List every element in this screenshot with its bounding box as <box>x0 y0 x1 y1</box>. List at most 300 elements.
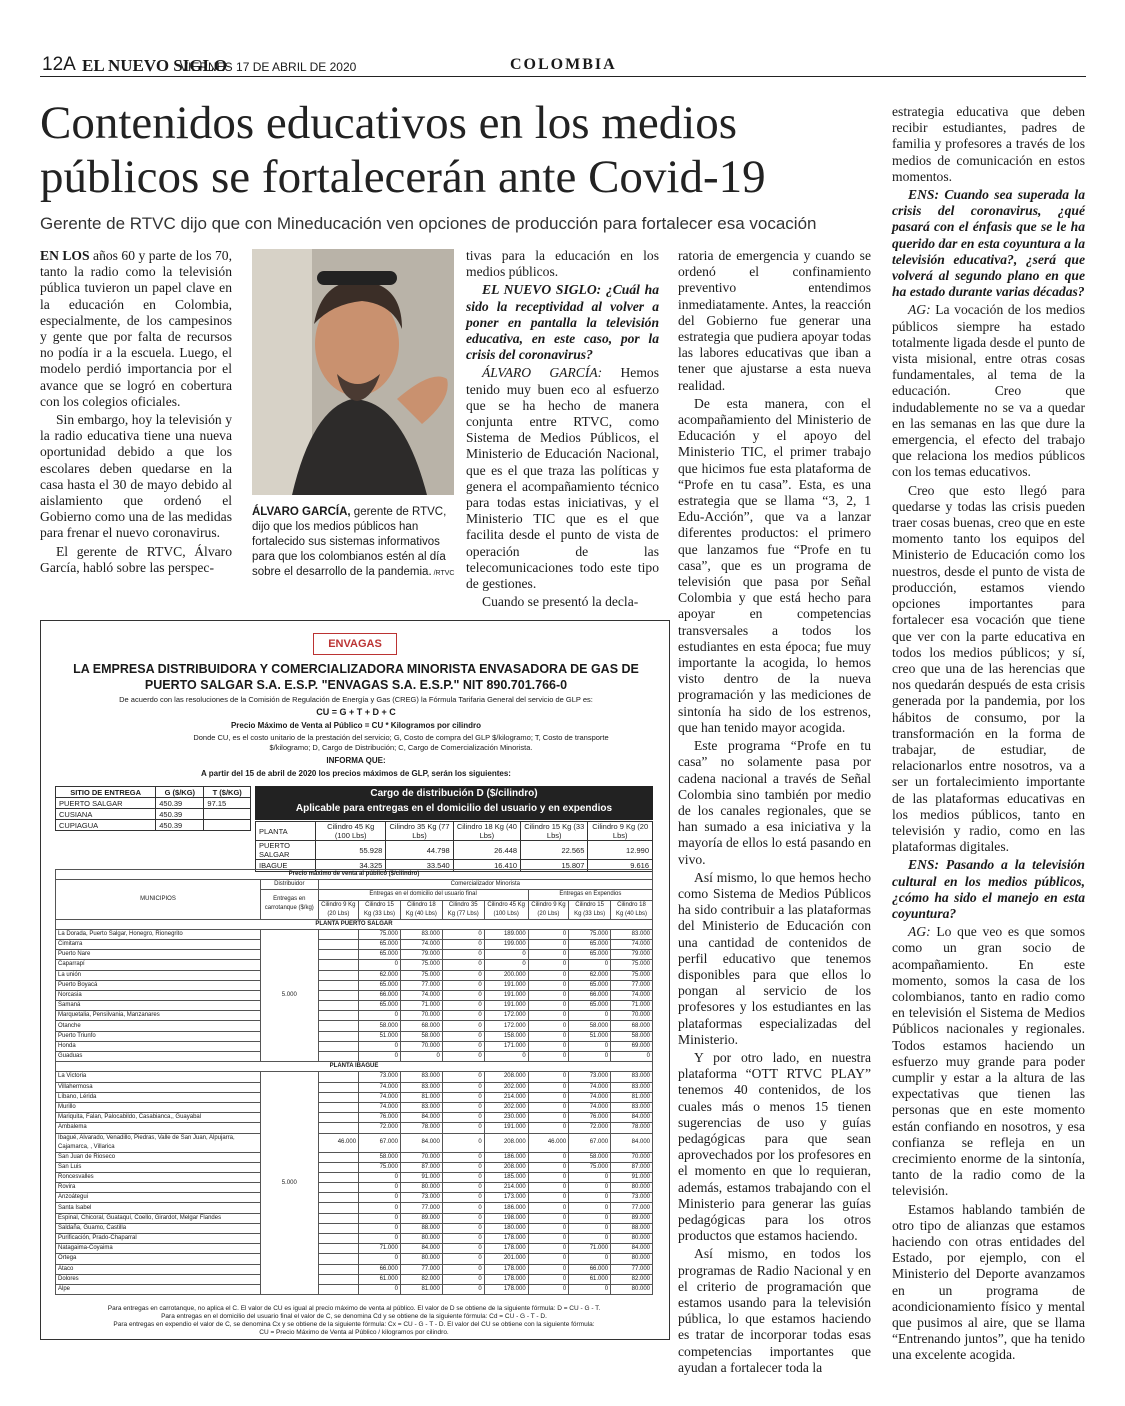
price-cell: 84.000 <box>400 1133 442 1152</box>
price-cell: 91.000 <box>611 1172 653 1182</box>
paragraph: Sin embargo, hoy la televisión y la radio educativa tiene una nueva oportunidad debido a que los escolares deben quedarse en la casa hasta el 30 de mayo debido al aislamiento que ordenó el Gobierno como una de las medidas para frenar el nuevo coronavirus. <box>40 412 232 541</box>
table-row <box>56 1183 653 1193</box>
price-cell <box>318 1021 359 1031</box>
price-cell: 0 <box>528 1264 569 1274</box>
price-cell: 0 <box>359 1011 401 1021</box>
price-cell <box>318 1072 359 1082</box>
price-cell: 88.000 <box>611 1223 653 1233</box>
price-cell: 191.000 <box>484 1001 528 1011</box>
portrait-photo <box>252 249 454 495</box>
paragraph: ratoria de emergencia y cuando se ordenó el confinamiento preventivo entendimos inmediatamente. Antes, la reacción del Gobierno fue generar una estrategia que pudiera apoyar todas las labores educativas que iban a tener que ajustarse a esta nueva realidad. <box>678 248 871 393</box>
price-cell: 0 <box>528 950 569 960</box>
price-cell: 75.000 <box>569 1162 611 1172</box>
table-row <box>56 1162 653 1172</box>
price-cell: 0 <box>569 1052 611 1062</box>
price-cell: 0 <box>528 1041 569 1051</box>
price-cell: 62.000 <box>569 970 611 980</box>
price-cell: 77.000 <box>611 1203 653 1213</box>
price-cell: 77.000 <box>400 980 442 990</box>
price-cell: 0 <box>569 1193 611 1203</box>
price-cell: 83.000 <box>611 929 653 939</box>
municipio-cell: Ataco <box>56 1264 261 1274</box>
price-cell: 75.000 <box>359 1162 401 1172</box>
price-cell: 0 <box>569 1183 611 1193</box>
price-cell: 83.000 <box>400 1082 442 1092</box>
paragraph: tivas para la educación en los medios públicos. <box>466 248 659 280</box>
price-cell <box>318 1011 359 1021</box>
price-cell: 172.000 <box>484 1011 528 1021</box>
price-cell: 83.000 <box>611 1082 653 1092</box>
carrotanque-cell: 5.000 <box>261 1072 319 1295</box>
table-row <box>56 950 653 960</box>
price-cell: 74.000 <box>611 990 653 1000</box>
ad-a-partir: A partir del 15 de abril de 2020 los precios máximos de GLP, serán los siguientes: <box>201 769 511 778</box>
price-cell: 0 <box>442 1284 484 1294</box>
price-cell: 84.000 <box>400 1113 442 1123</box>
table-row <box>56 1193 653 1203</box>
price-cell <box>318 1234 359 1244</box>
price-cell: 65.000 <box>359 980 401 990</box>
price-cell: 74.000 <box>400 939 442 949</box>
price-cell: 201.000 <box>484 1254 528 1264</box>
interview-question: ENS: Cuando sea superada la crisis del coronavirus, ¿qué pasará con el énfasis que se le ha querido dar en esta coyuntura a la televisión educativa?, ¿será que volverá al segundo plano en que ha estado durante varias décadas? <box>892 187 1085 300</box>
price-cell: 77.000 <box>400 1264 442 1274</box>
table-row <box>56 1203 653 1213</box>
price-cell <box>318 1152 359 1162</box>
price-cell: 0 <box>442 1264 484 1274</box>
table-row <box>56 960 653 970</box>
price-cell: 0 <box>442 1244 484 1254</box>
municipio-cell: Rovira <box>56 1183 261 1193</box>
price-cell: 80.000 <box>400 1234 442 1244</box>
price-cell <box>318 1203 359 1213</box>
price-cell: 0 <box>442 1254 484 1264</box>
price-cell: 230.000 <box>484 1113 528 1123</box>
price-cell <box>318 1193 359 1203</box>
photo-caption: ÁLVARO GARCÍA, gerente de RTVC, dijo que los medios públicos han fortalecido sus sistemas informativos para que los colombianos estén al día sobre el desarrollo de la pandemia. /RTVC <box>252 506 455 578</box>
price-cell: 0 <box>528 990 569 1000</box>
price-cell: 173.000 <box>484 1193 528 1203</box>
price-cell <box>318 1031 359 1041</box>
price-cell: 0 <box>569 1172 611 1182</box>
price-cell: 58.000 <box>400 1031 442 1041</box>
footnote-line: Para entregas en carrotanque, no aplica el C. El valor de CU es igual al precio máximo de venta al público. El valor de D se obtiene de la siguiente fórmula: D = CU - G - T. <box>107 1305 601 1312</box>
price-cell: 68.000 <box>400 1021 442 1031</box>
price-cell: 0 <box>528 1162 569 1172</box>
newspaper-name: EL NUEVO SIGLO <box>82 56 228 75</box>
price-cell: 81.000 <box>400 1284 442 1294</box>
table-row <box>56 1244 653 1254</box>
price-col-header: Cilindro 18 Kg (40 Lbs) <box>400 900 442 919</box>
table-row <box>56 1082 653 1092</box>
price-cell: 0 <box>528 1213 569 1223</box>
price-cell: 66.000 <box>359 990 401 1000</box>
price-cell <box>318 1284 359 1294</box>
price-cell: 66.000 <box>569 1264 611 1274</box>
price-cell: 81.000 <box>611 1092 653 1102</box>
price-cell: 0 <box>528 1274 569 1284</box>
table-row <box>56 1234 653 1244</box>
municipio-cell: Saldaña, Guamo, Castilla <box>56 1223 261 1233</box>
municipio-cell: Ibagué, Alvarado, Venadillo, Piedras, Valle de San Juan, Alpujarra, Cajamarca, , Villarica <box>56 1133 261 1152</box>
price-cell: 0 <box>442 1203 484 1213</box>
price-cell <box>318 1254 359 1264</box>
price-cell: 71.000 <box>400 1001 442 1011</box>
price-cell: 65.000 <box>359 1001 401 1011</box>
carrotanque-cell: 5.000 <box>261 929 319 1061</box>
price-cell: 70.000 <box>400 1152 442 1162</box>
price-cell <box>318 970 359 980</box>
price-cell: 58.000 <box>611 1031 653 1041</box>
price-cell: 178.000 <box>484 1264 528 1274</box>
issue-date: VIERNES 17 DE ABRIL DE 2020 <box>180 60 357 74</box>
cargo-distribucion-table: PLANTA Cilindro 45 Kg (100 Lbs) Cilindro 35 Kg (77 Lbs) Cilindro 18 Kg (40 Lbs) Cilindro 15 Kg (33 Lbs) Cilindro 9 Kg (20 Lbs) PUERTO SALGAR 55.928 44.798 26.448 22.565 12.990 IBAGUE 34.325 33.540 16.410 15.807 9.616 <box>255 821 653 872</box>
price-cell: 0 <box>528 939 569 949</box>
price-cell: 208.000 <box>484 1072 528 1082</box>
price-cell: 214.000 <box>484 1092 528 1102</box>
price-cell: 0 <box>442 1113 484 1123</box>
municipio-cell: Villahermosa <box>56 1082 261 1092</box>
price-cell: 51.000 <box>569 1031 611 1041</box>
price-cell <box>318 1223 359 1233</box>
price-cell <box>318 1274 359 1284</box>
price-cell: 186.000 <box>484 1152 528 1162</box>
price-cell: 73.000 <box>400 1193 442 1203</box>
price-cell: 0 <box>528 929 569 939</box>
price-cell: 0 <box>442 1133 484 1152</box>
table-row <box>56 1284 653 1294</box>
price-cell: 158.000 <box>484 1031 528 1041</box>
price-cell: 78.000 <box>611 1123 653 1133</box>
paragraph: AG: Lo que veo es que somos como un gran socio de acompañamiento. En este momento, somos la casa de los colombianos, tanto en radio como en televisión el Sistema de Medios Públicos nacionales y regionales. Todos estamos haciendo un esfuerzo muy grande para poder cumplir y estar a la altura de las expectativas que tienen las personas que en este momento están confiando en nosotros, y esa confianza se refleja en un crecimiento enorme de la sintonía, tanto de la radio como de la televisión. <box>892 924 1085 1199</box>
article-column-1 <box>40 248 232 578</box>
price-cell: 75.000 <box>569 929 611 939</box>
price-cell: 67.000 <box>569 1133 611 1152</box>
ad-footnotes <box>55 1305 653 1337</box>
price-cell: 0 <box>528 1113 569 1123</box>
table-row <box>56 1133 653 1152</box>
table-row <box>56 1102 653 1112</box>
price-cell: 68.000 <box>611 1021 653 1031</box>
price-cell: 0 <box>442 929 484 939</box>
price-cell: 74.000 <box>569 1082 611 1092</box>
price-cell: 0 <box>528 1011 569 1021</box>
price-cell: 0 <box>442 1193 484 1203</box>
price-cell: 0 <box>442 1172 484 1182</box>
price-cell: 80.000 <box>400 1254 442 1264</box>
price-cell: 84.000 <box>400 1244 442 1254</box>
price-cell: 0 <box>569 1234 611 1244</box>
municipio-cell: Puerto Nare <box>56 950 261 960</box>
deck: Gerente de RTVC dijo que con Mineducación ven opciones de producción para fortalecer esa vocación <box>40 214 817 233</box>
paragraph: Y por otro lado, en nuestra plataforma “OTT RTVC PLAY” tenemos 40 contenidos, de los cuales más o menos 15 tienen sugerencias de uso y guías pedagógicas para que sean aprovechados por los profesores en el momento en que lo requieran, además, estamos trabajando con el Ministerio para generar las guías pedagógicas para los otros productos que estamos haciendo. <box>678 1049 871 1244</box>
price-cell: 0 <box>528 1223 569 1233</box>
price-cell: 70.000 <box>611 1011 653 1021</box>
price-cell: 74.000 <box>359 1092 401 1102</box>
municipio-cell: Puerto Triunfo <box>56 1031 261 1041</box>
municipio-cell: San Juan de Rioseco <box>56 1152 261 1162</box>
price-col-header: Cilindro 9 Kg (20 Lbs) <box>318 900 359 919</box>
table-row <box>56 939 653 949</box>
table-row <box>56 1123 653 1133</box>
price-cell: 189.000 <box>484 929 528 939</box>
table-row <box>56 1052 653 1062</box>
price-cell: 0 <box>359 960 401 970</box>
price-cell <box>318 1183 359 1193</box>
price-cell: 0 <box>359 1234 401 1244</box>
price-cell: 80.000 <box>400 1183 442 1193</box>
price-cell: 0 <box>442 1041 484 1051</box>
price-cell: 46.000 <box>318 1133 359 1152</box>
price-cell <box>318 1041 359 1051</box>
price-cell: 66.000 <box>569 990 611 1000</box>
price-cell: 198.000 <box>484 1213 528 1223</box>
price-cell: 0 <box>569 960 611 970</box>
municipio-cell: Samaná <box>56 1001 261 1011</box>
price-cell: 0 <box>528 1082 569 1092</box>
price-cell: 0 <box>569 1203 611 1213</box>
price-cell: 70.000 <box>611 1152 653 1162</box>
table-row <box>56 980 653 990</box>
paragraph: Así mismo, en todos los programas de Radio Nacional y en el criterio de programación que estamos usando para la televisión pública, lo que estamos haciendo es tratar de incorporar todas esas competencias importantes que ayudan a fortalecer toda la <box>678 1246 871 1375</box>
price-cell: 0 <box>359 1041 401 1051</box>
price-col-header: Cilindro 45 Kg (100 Lbs) <box>484 900 528 919</box>
table-row <box>56 1021 653 1031</box>
lead-in: EN LOS <box>40 248 90 263</box>
paragraph: De esta manera, con el acompañamiento del Ministerio de Educación y el apoyo del Ministerio TIC, el primer trabajo que hicimos fue esta plataforma de “Profe en tu casa”. Esta, es una estrategia que se llama “3, 2, 1 Edu-Acción”, que va a lanzar diferentes productos: el primero que lanzamos fue “Profe en tu casa”, que es un programa de televisión que pasa por Señal Colombia y que está hecho para apoyar en competencias transversales a todos los estudiantes en esta época; fue muy importante la acogida, lo hemos visto dentro de la nueva programación y las mediciones de sintonía ha sido de los estrenos, que han tenido mayor acogida. <box>678 395 871 735</box>
price-cell: 89.000 <box>611 1213 653 1223</box>
article-column-4 <box>678 248 871 1378</box>
price-cell: 70.000 <box>400 1011 442 1021</box>
price-cell: 0 <box>569 1213 611 1223</box>
price-col-header: Cilindro 18 Kg (40 Lbs) <box>611 900 653 919</box>
price-cell: 89.000 <box>400 1213 442 1223</box>
price-cell: 0 <box>359 1284 401 1294</box>
price-cell: 0 <box>442 1102 484 1112</box>
price-col-header: Cilindro 35 Kg (77 Lbs) <box>442 900 484 919</box>
municipio-cell: Caparrapí <box>56 960 261 970</box>
price-cell: 0 <box>528 1284 569 1294</box>
price-col-header: Cilindro 15 Kg (33 Lbs) <box>569 900 611 919</box>
price-cell: 66.000 <box>359 1264 401 1274</box>
price-cell: 46.000 <box>528 1133 569 1152</box>
price-cell: 76.000 <box>359 1113 401 1123</box>
price-cell: 0 <box>442 1031 484 1041</box>
paragraph: EN LOS años 60 y parte de los 70, tanto la radio como la televisión pública tuvieron un papel clave en la educación en Colombia, especialmente, de los campesinos y gente que por falta de recursos no podía ir a la escuela. Luego, el modelo perdió importancia por el avance que se logró en cobertura con los colegios oficiales. <box>40 248 233 409</box>
price-cell: 0 <box>442 1152 484 1162</box>
price-cell: 71.000 <box>611 1001 653 1011</box>
municipio-cell: La unión <box>56 970 261 980</box>
municipio-cell: Mariquita, Falan, Palocabildo, Casabianca,, Guayabal <box>56 1113 261 1123</box>
price-cell: 83.000 <box>400 1102 442 1112</box>
price-cell: 202.000 <box>484 1082 528 1092</box>
paragraph: Así mismo, lo que hemos hecho como Sistema de Medios Públicos ha sido contribuir a las plataformas del Ministerio de Educación con una cantidad de contenidos de perfil educativo que tenemos disponibles para que ellos lo pongan al servicio de los profesores y los estudiantes en las plataformas especializadas del Ministerio. <box>678 869 871 1047</box>
price-cell: 208.000 <box>484 1162 528 1172</box>
table-row <box>56 1113 653 1123</box>
price-cell <box>318 1244 359 1254</box>
price-cell: 0 <box>528 1031 569 1041</box>
price-cell: 78.000 <box>400 1123 442 1133</box>
ad-donde: Donde CU, es el costo unitario de la prestación del servicio; G, Costo de compra del GLP $/kilogramo; T, Costo de transporte $/kilogramo; D, Cargo de Distribución; C, Cargo de Comercialización Minorista. <box>193 733 609 752</box>
price-cell <box>318 1123 359 1133</box>
ad-precio-max: Precio Máximo de Venta al Público = CU * Kilogramos por cilindro <box>230 721 482 730</box>
paragraph: Creo que esto llegó para quedarse y todas las crisis pueden traer cosas buenas, creo que en este momento tanto los equipos del Ministerio de Educación como los nuestros, desde el punto de vista de producción, estamos viendo opciones importantes para fortalecer esa vocación que tiene que ver con la parte educativa en todos los medios públicos; y sí, creo que una de las herencias que nos quedarán después de esta crisis generada por la pandemia, por los hábitos de consumo, por la transformación en la forma de trabajar, de estudiar, de relacionarlos entre nosotros, va a ser un fortalecimiento importante de las plataformas educativas en los medios públicos, tanto en televisión y radio, como en las plataformas digitales. <box>892 482 1085 855</box>
price-cell <box>318 1172 359 1182</box>
price-cell <box>318 1162 359 1172</box>
price-cell: 74.000 <box>569 1102 611 1112</box>
price-cell: 0 <box>442 1274 484 1284</box>
price-cell: 70.000 <box>400 1041 442 1051</box>
price-cell: 0 <box>442 1183 484 1193</box>
price-cell: 0 <box>528 1021 569 1031</box>
price-cell: 0 <box>528 1001 569 1011</box>
price-cell: 191.000 <box>484 1123 528 1133</box>
price-cell: 0 <box>359 1052 401 1062</box>
page-number: 12A <box>42 54 76 75</box>
price-cell: 76.000 <box>569 1113 611 1123</box>
price-cell: 65.000 <box>569 950 611 960</box>
municipio-cell: Espinal, Chicoral, Guataquí, Coello, Girardot, Melgar Flandes <box>56 1213 261 1223</box>
price-cell: 0 <box>528 1183 569 1193</box>
price-cell: 77.000 <box>611 1264 653 1274</box>
price-cell: 73.000 <box>359 1072 401 1082</box>
price-cell: 0 <box>528 1234 569 1244</box>
footnote-line: Para entregas en expendio el valor de C, se denomina Cx y se obtiene de la siguiente fórmula: Cx = CU - G - T - D. El valor del CU se obtiene con la siguiente fórmula: <box>113 1321 595 1328</box>
price-cell <box>318 1082 359 1092</box>
price-cell: 0 <box>528 1052 569 1062</box>
price-cell: 58.000 <box>569 1021 611 1031</box>
price-cell: 75.000 <box>400 970 442 980</box>
paragraph: Este programa “Profe en tu casa” no solamente pasa por cadena nacional a través de Señal Colombia sino también por medio de los canales regionales, que se han sumado a esa iniciativa y la mayoría de ellos lo está pasando en vivo. <box>678 738 871 867</box>
table-row <box>56 1152 653 1162</box>
price-cell: 200.000 <box>484 970 528 980</box>
price-cell: 65.000 <box>569 1001 611 1011</box>
price-cell: 0 <box>528 1193 569 1203</box>
interview-question: EL NUEVO SIGLO: ¿Cuál ha sido la receptividad al volver a poner en pantalla la televisión educativa, en este caso, por la crisis del coronavirus? <box>466 282 659 363</box>
price-cell: 0 <box>528 960 569 970</box>
price-cell <box>318 1213 359 1223</box>
price-cell: 88.000 <box>400 1223 442 1233</box>
price-cell: 0 <box>442 970 484 980</box>
price-col-header: Cilindro 9 Kg (20 Lbs) <box>528 900 569 919</box>
paragraph: AG: La vocación de los medios públicos siempre ha estado totalmente ligada desde el punto de vista misional, entre otras cosas fundamentales, al tema de la educación. Creo que indudablemente no se va a quedar en las semanas en las que dure la emergencia, el efecto del trabajo que relaciona los medios públicos con los temas educativos. <box>892 302 1085 480</box>
price-cell: 178.000 <box>484 1244 528 1254</box>
price-cell: 0 <box>484 950 528 960</box>
price-cell: 0 <box>359 1254 401 1264</box>
price-cell: 0 <box>442 990 484 1000</box>
price-cell: 208.000 <box>484 1133 528 1152</box>
price-cell: 0 <box>484 960 528 970</box>
price-cell: 74.000 <box>569 1092 611 1102</box>
municipio-cell: Murillo <box>56 1102 261 1112</box>
price-cell: 0 <box>528 980 569 990</box>
price-cell: 0 <box>528 1123 569 1133</box>
price-cell: 0 <box>528 1203 569 1213</box>
price-cell: 65.000 <box>359 939 401 949</box>
sitio-entrega-table: SITIO DE ENTREGA G ($/KG) T ($/KG) PUERTO SALGAR 450.39 97.15 CUSIANA 450.39 CUPIAGUA 450.39 <box>55 786 251 831</box>
table-row <box>56 1092 653 1102</box>
price-cell: 79.000 <box>611 950 653 960</box>
price-cell: 0 <box>528 1102 569 1112</box>
price-cell: 0 <box>484 1052 528 1062</box>
municipio-cell: Honda <box>56 1041 261 1051</box>
price-cell: 87.000 <box>611 1162 653 1172</box>
price-cell: 74.000 <box>611 939 653 949</box>
price-cell: 61.000 <box>359 1274 401 1284</box>
price-cell: 214.000 <box>484 1183 528 1193</box>
price-cell: 178.000 <box>484 1284 528 1294</box>
price-cell: 0 <box>442 960 484 970</box>
price-cell: 83.000 <box>611 1102 653 1112</box>
municipio-cell: La Dorada, Puerto Salgar, Honegro, Rionegrito <box>56 929 261 939</box>
price-cell: 74.000 <box>400 990 442 1000</box>
municipio-cell: Roncesvalles <box>56 1172 261 1182</box>
price-cell: 0 <box>442 1123 484 1133</box>
price-cell: 0 <box>442 1011 484 1021</box>
price-cell: 0 <box>528 970 569 980</box>
price-cell: 81.000 <box>400 1092 442 1102</box>
price-cell: 186.000 <box>484 1203 528 1213</box>
price-cell <box>318 1102 359 1112</box>
municipio-cell: Anzoátegui <box>56 1193 261 1203</box>
price-cell: 180.000 <box>484 1223 528 1233</box>
price-cell: 202.000 <box>484 1102 528 1112</box>
price-cell: 185.000 <box>484 1172 528 1182</box>
paragraph: Cuando se presentó la decla- <box>482 594 639 610</box>
price-cell: 0 <box>569 1011 611 1021</box>
price-cell: 178.000 <box>484 1274 528 1284</box>
section-name: COLOMBIA <box>510 56 617 73</box>
price-cell: 58.000 <box>359 1021 401 1031</box>
price-cell: 0 <box>442 980 484 990</box>
table-row <box>56 1041 653 1051</box>
table-row <box>56 1213 653 1223</box>
price-cell: 51.000 <box>359 1031 401 1041</box>
price-cell: 0 <box>528 1244 569 1254</box>
table-row <box>56 1031 653 1041</box>
price-cell: 71.000 <box>569 1244 611 1254</box>
price-cell: 199.000 <box>484 939 528 949</box>
municipio-cell: Purificación, Prado-Chaparral <box>56 1234 261 1244</box>
article-column-3 <box>466 248 659 612</box>
price-cell: 80.000 <box>611 1254 653 1264</box>
price-cell: 0 <box>442 1213 484 1223</box>
price-cell: 0 <box>359 1203 401 1213</box>
planta-label: PLANTA PUERTO SALGAR <box>56 919 653 929</box>
price-cell: 191.000 <box>484 980 528 990</box>
price-cell: 58.000 <box>359 1152 401 1162</box>
ad-informa: INFORMA QUE: <box>326 756 386 765</box>
municipio-cell: Dolores <box>56 1274 261 1284</box>
table-row <box>56 1223 653 1233</box>
table-row <box>56 1274 653 1284</box>
price-cell: 0 <box>359 1193 401 1203</box>
ad-formula: CU = G + T + D + C <box>316 707 396 717</box>
table-row <box>56 1072 653 1082</box>
price-cell: 0 <box>359 1223 401 1233</box>
price-cell: 80.000 <box>611 1183 653 1193</box>
price-cell: 0 <box>528 1172 569 1182</box>
price-cell: 80.000 <box>611 1284 653 1294</box>
price-cell: 191.000 <box>484 990 528 1000</box>
municipio-cell: Ambalema <box>56 1123 261 1133</box>
price-cell <box>318 1001 359 1011</box>
price-cell <box>318 1052 359 1062</box>
price-col-header: Cilindro 15 Kg (33 Lbs) <box>359 900 401 919</box>
price-cell: 91.000 <box>400 1172 442 1182</box>
table-row <box>56 990 653 1000</box>
municipio-cell: Santa Isabel <box>56 1203 261 1213</box>
